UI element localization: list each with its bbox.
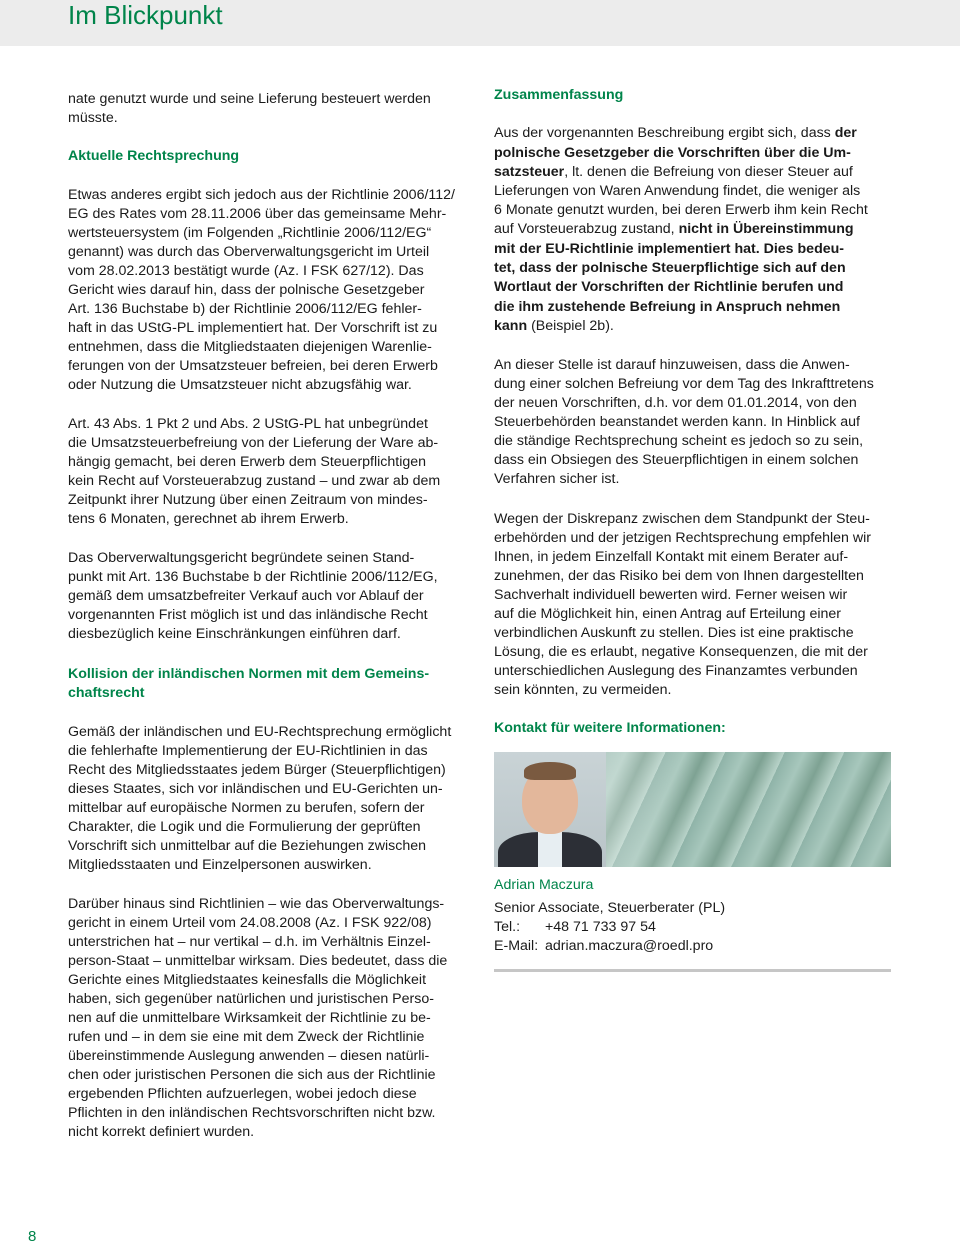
text-line: kein Recht auf Vorsteuerabzug zustand – und zwar ab dem [68,473,441,489]
contact-phone-label: Tel.: [494,919,521,935]
text-line: gericht in einem Urteil vom 24.08.2008 (Az. I FSK 922/08) [68,915,432,931]
text-line: hängig gemacht, bei deren Erwerb dem Steuerpflichtigen [68,454,427,470]
text-line: Lieferungen von Waren Anwendung findet, die weniger als [494,183,861,199]
bold-text: polnische Gesetzgeber die Vorschriften über die Um- [494,145,851,161]
section-heading: Aktuelle Rechtsprechung [68,148,240,164]
text-line: Recht des Mitgliedsstaates jedem Bürger (Steuerpflichtigen) [68,762,446,778]
text-line: Art. 136 Buchstabe b) der Richtlinie 2006/112/EG fehler- [68,301,422,317]
text-span: (Beispiel 2b). [527,318,614,334]
text-line: nate genutzt wurde und seine Lieferung besteuert werden [68,91,431,107]
text-line: Lösung, die es erlaubt, negative Konsequenzen, die mit der [494,644,868,660]
bold-text: der [834,125,857,141]
contact-email-label: E-Mail: [494,938,539,954]
text-line: vom 28.02.2013 bestätigt wurde (Az. I FSK 627/12). Das [68,263,424,279]
text-line: die Umsatzsteuerbefreiung von der Lieferung der Ware ab- [68,435,439,451]
text-line: Etwas anderes ergibt sich jedoch aus der Richtlinie 2006/112/ [68,187,455,203]
text-line: müsste. [68,110,118,126]
text-line: der neuen Vorschriften, d.h. vor dem 01.01.2014, von den [494,395,857,411]
bold-text: tet, dass der polnische Steuerpflichtige sich auf den [494,260,846,276]
text-line [494,259,846,278]
text-line [494,124,857,143]
text-line: 6 Monate genutzt wurden, bei deren Erwerb ihm kein Recht [494,202,868,218]
text-line [494,163,853,182]
text-line: punkt mit Art. 136 Buchstabe b der Richtlinie 2006/112/EG, [68,569,438,585]
text-line: sein könnten, zu vermeiden. [494,682,672,698]
page-title: Im Blickpunkt [68,0,223,30]
section-heading: Zusammenfassung [494,87,624,103]
text-span: , lt. denen die Befreiung von dieser Steuer auf [564,164,853,180]
text-line [494,317,614,336]
bold-text: die ihm zustehende Befreiung in Anspruch nehmen [494,299,841,315]
text-line: Verfahren sicher ist. [494,471,620,487]
text-line: genannt) was durch das Oberverwaltungsgericht im Urteil [68,244,430,260]
contact-photo [494,752,891,867]
text-line: Darüber hinaus sind Richtlinien – wie das Oberverwaltungs- [68,896,445,912]
text-line: EG des Rates vom 28.11.2006 über das gemeinsame Mehr- [68,206,447,222]
bold-text: satzsteuer [494,164,565,180]
section-heading: Kontakt für weitere Informationen: [494,720,726,736]
contact-phone-value: +48 71 733 97 54 [545,919,656,935]
section-heading: chaftsrecht [68,685,145,701]
text-line [494,220,854,239]
text-line: mittelbar auf europäische Normen zu berufen, sofern der [68,800,425,816]
portrait-hair [524,762,576,780]
contact-role: Senior Associate, Steuerberater (PL) [494,900,726,916]
bold-text: kann [494,318,528,334]
office-background-image [606,752,891,867]
text-line: entnehmen, dass die Mitgliedstaaten diejenigen Warenlie- [68,339,432,355]
text-line: dieses Staates, sich vor inländischen und EU-Gerichten un- [68,781,443,797]
text-line: Art. 43 Abs. 1 Pkt 2 und Abs. 2 UStG-PL hat unbegründet [68,416,428,432]
text-line: Zeitpunkt ihrer Nutzung über einen Zeitraum von mindes- [68,492,428,508]
text-line: person-Staat – unmittelbar wirksam. Dies bedeutet, dass die [68,953,448,969]
text-line: Gerichte eines Mitgliedstaates keinesfalls die Möglichkeit [68,972,427,988]
text-line: ergebenden Pflichten aufzuerlegen, wobei jedoch diese [68,1086,417,1102]
text-line [494,278,843,297]
text-line: haft in das UStG-PL implementiert hat. Der Vorschrift ist zu [68,320,438,336]
text-line: unterstrichen hat – nur vertikal – d.h. im Verhältnis Einzel- [68,934,431,950]
text-line [494,144,851,163]
text-line: tens 6 Monaten, gerechnet ab ihrem Erwerb. [68,511,349,527]
text-line: Vorschrift sich unmittelbar auf die Beziehungen zwischen [68,838,427,854]
page-number: 8 [28,1228,37,1245]
text-line: auf die Möglichkeit hin, einen Antrag auf Erteilung einer [494,606,842,622]
text-line: chen oder juristischen Personen die sich aus der Richtlinie [68,1067,436,1083]
text-line: Gemäß der inländischen und EU-Rechtsprechung ermöglicht [68,724,452,740]
text-line: oder Nutzung die Umsatzsteuer nicht abzugsfähig war. [68,377,412,393]
text-line: Mitgliedsstaaten und Einzelpersonen auswirken. [68,857,372,873]
text-line: Pflichten in den inländischen Rechtsvorschriften nicht bzw. [68,1105,436,1121]
text-span: Aus der vorgenannten Beschreibung ergibt sich, dass [494,125,835,141]
text-line: dung einer solchen Befreiung vor dem Tag des Inkrafttretens [494,376,874,392]
contact-name: Adrian Maczura [494,877,594,893]
text-line: ferungen von der Umsatzsteuer befreien, bei deren Erwerb [68,358,438,374]
text-line: gemäß dem umsatzbefreiter Verkauf auch vor Ablauf der [68,588,424,604]
text-line: Das Oberverwaltungsgericht begründete seinen Stand- [68,550,415,566]
text-line: verbindlichen Auskunft zu stellen. Dies ist eine praktische [494,625,854,641]
text-line: Sachverhalt individuell bewerten wird. Ferner weisen wir [494,587,848,603]
text-line: rufen und – in dem sie eine mit dem Zweck der Richtlinie [68,1029,425,1045]
text-line: An dieser Stelle ist darauf hinzuweisen, dass die Anwen- [494,357,850,373]
text-line: Steuerbehörden beanstandet werden kann. In Hinblick auf [494,414,860,430]
portrait [494,752,606,867]
text-line [494,240,844,259]
text-line: Ihnen, in jedem Einzelfall Kontakt mit einem Berater auf- [494,549,849,565]
text-line: unterschiedlichen Auslegung des Finanzamtes verbunden [494,663,858,679]
text-line: haben, sich gegenüber natürlichen und juristischen Perso- [68,991,434,1007]
bold-text: mit der EU-Richtlinie implementiert hat. Dies bedeu- [494,241,845,257]
contact-divider [494,969,891,972]
text-line: diesbezüglich keine Einschränkungen einführen darf. [68,626,401,642]
text-line: die fehlerhafte Implementierung der EU-Richtlinien in das [68,743,428,759]
text-line: wertsteuersystem (im Folgenden „Richtlinie 2006/112/EG“ [68,225,432,241]
text-line: Charakter, die Logik und die Formulierung der geprüften [68,819,421,835]
text-line: zunehmen, der das Risiko bei dem von Ihnen dargestellten [494,568,864,584]
text-span: auf Vorsteuerabzug zustand, [494,221,679,237]
text-line: nicht korrekt definiert wurden. [68,1124,255,1140]
text-line [494,298,840,317]
bold-text: nicht in Übereinstimmung [678,221,854,237]
text-line: nen auf die unmittelbare Wirksamkeit der Richtlinie zu be- [68,1010,431,1026]
text-line: Gericht wies darauf hin, dass der polnische Gesetzgeber [68,282,425,298]
text-line: übereinstimmende Auslegung anwenden – diesen natürli- [68,1048,430,1064]
bold-text: Wortlaut der Vorschriften der Richtlinie berufen und [494,279,844,295]
portrait-shirt [538,832,562,867]
text-line: die ständige Rechtsprechung scheint es jedoch so zu sein, [494,433,864,449]
contact-email-link[interactable]: adrian.maczura@roedl.pro [545,938,714,954]
text-line: vorgenannten Frist möglich ist und das inländische Recht [68,607,428,623]
section-heading: Kollision der inländischen Normen mit dem Gemeins- [68,666,430,682]
text-line: dass ein Obsiegen des Steuerpflichtigen in einem solchen [494,452,859,468]
text-line: Wegen der Diskrepanz zwischen dem Standpunkt der Steu- [494,511,870,527]
text-line: erbehörden und der jetzigen Rechtsprechung empfehlen wir [494,530,871,546]
